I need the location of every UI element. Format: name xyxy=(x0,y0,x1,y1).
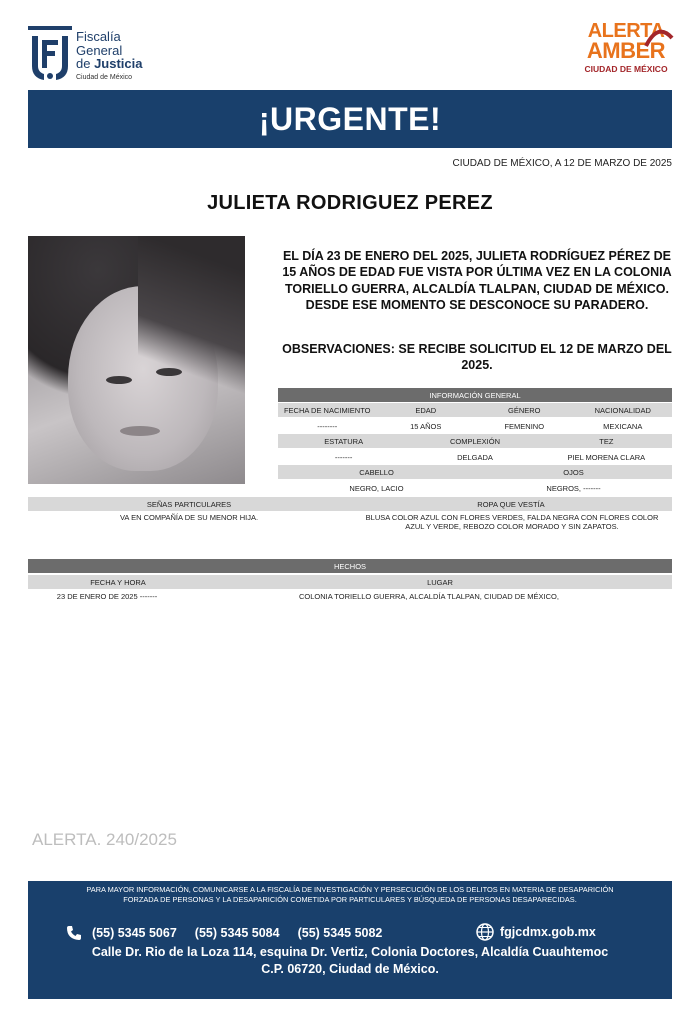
website-group xyxy=(476,923,596,941)
urgent-banner xyxy=(28,90,672,148)
value-edad: 15 AÑOS xyxy=(410,421,442,431)
info-row3-headers xyxy=(278,465,672,479)
header-tez: TEZ xyxy=(599,436,614,446)
hechos-header xyxy=(28,559,672,573)
phone-icon xyxy=(66,925,82,941)
header-estatura: ESTATURA xyxy=(324,436,364,446)
hechos-subheaders xyxy=(28,575,672,589)
phone-3[interactable]: (55) 5345 5082 xyxy=(297,926,383,940)
org-line-3-prefix: de xyxy=(76,56,95,72)
address-line-2: C.P. 06720, Ciudad de México. xyxy=(261,961,439,976)
value-complexion: DELGADA xyxy=(457,452,493,462)
photo-lips xyxy=(120,426,160,436)
info-row2-headers xyxy=(278,434,672,448)
info-row1-headers xyxy=(278,403,672,417)
amber-line-3: CIUDAD DE MÉXICO xyxy=(584,63,668,74)
urgent-banner-text: ¡URGENTE! xyxy=(258,100,442,137)
footer xyxy=(28,881,672,999)
fgj-wordmark xyxy=(76,30,143,81)
website-link[interactable]: fgjcdmx.gob.mx xyxy=(500,925,596,939)
org-line-3 xyxy=(76,57,143,71)
hechos-title: HECHOS xyxy=(333,561,367,571)
amber-line-1: ALERTA xyxy=(587,20,665,42)
info-general-header xyxy=(278,388,672,402)
value-lugar: COLONIA TORIELLO GUERRA, ALCALDÍA TLALPAN, CIUDAD DE MÉXICO, xyxy=(299,591,559,601)
features-headers xyxy=(28,497,672,511)
org-line-3-bold: Justicia xyxy=(94,56,143,72)
globe-icon xyxy=(476,923,494,941)
senas-particulares-value: VA EN COMPAÑÍA DE SU MENOR HIJA. xyxy=(119,513,259,522)
header xyxy=(0,0,700,90)
info-row2-values xyxy=(278,450,672,464)
footer-info-line-1: PARA MAYOR INFORMACIÓN, COMUNICARSE A LA FISCALÍA DE INVESTIGACIÓN Y PERSECUCIÓN DE LOS DELITOS EN MATERIA DE DESAPARICIÓN xyxy=(86,885,614,894)
header-genero: GÉNERO xyxy=(507,405,541,415)
value-estatura: ------- xyxy=(334,452,353,462)
phone-1[interactable]: (55) 5345 5067 xyxy=(92,926,177,940)
address-line-1: Calle Dr. Rio de la Loza 114, esquina Dr. Vertiz, Colonia Doctores, Alcaldía Cuauhtemoc xyxy=(91,945,609,959)
date-line: CIUDAD DE MÉXICO, A 12 DE MARZO DE 2025 xyxy=(452,158,672,169)
value-ojos: NEGROS, ------- xyxy=(546,483,601,493)
value-genero: FEMENINO xyxy=(504,421,545,431)
info-general-title: INFORMACIÓN GENERAL xyxy=(429,390,521,400)
address xyxy=(28,944,672,978)
phone-list xyxy=(66,925,382,941)
person-photo xyxy=(28,236,245,484)
photo-bangs xyxy=(138,236,245,396)
hechos-values xyxy=(28,590,672,602)
info-row1-values xyxy=(278,419,672,433)
amber-alert-logo-icon xyxy=(578,22,674,86)
header-ropa: ROPA QUE VESTÍA xyxy=(477,499,545,509)
header-cabello: CABELLO xyxy=(359,467,394,477)
header-fecha-hora: FECHA Y HORA xyxy=(90,577,146,587)
value-cabello: NEGRO, LACIO xyxy=(349,483,404,493)
fgj-logo-icon xyxy=(28,26,72,84)
value-fecha-nacimiento: -------- xyxy=(317,421,338,431)
footer-info-line-2: FORZADA DE PERSONAS Y LA DESAPARICIÓN COMETIDA POR PARTICULARES Y BÚSQUEDA DE PERSONAS DESAPARECIDAS. xyxy=(123,894,577,904)
photo-eye-left xyxy=(106,376,132,384)
value-fecha-hora: 23 DE ENERO DE 2025 ------- xyxy=(56,591,158,601)
header-edad: EDAD xyxy=(415,405,437,415)
org-line-4: Ciudad de México xyxy=(76,73,133,81)
header-senas-particulares: SEÑAS PARTICULARES xyxy=(146,499,232,509)
person-name: JULIETA RODRIGUEZ PEREZ xyxy=(207,192,493,214)
amber-ribbon-icon xyxy=(644,28,674,48)
ropa-value: BLUSA COLOR AZUL CON FLORES VERDES, FALDA NEGRA CON FLORES COLOR AZUL Y VERDE, REBOZO COLOR MORADO Y SIN ZAPATOS. xyxy=(365,513,659,532)
header-complexion: COMPLEXIÓN xyxy=(449,436,500,446)
value-nacionalidad: MEXICANA xyxy=(603,421,643,431)
alert-code: ALERTA. 240/2025 xyxy=(32,830,177,849)
header-ojos: OJOS xyxy=(563,467,584,477)
photo-eye-right xyxy=(156,368,182,376)
info-row3-values xyxy=(278,481,672,495)
value-tez: PIEL MORENA CLARA xyxy=(567,452,646,462)
observations-text: OBSERVACIONES: SE RECIBE SOLICITUD EL 12 DE MARZO DEL 2025. xyxy=(282,342,672,373)
phone-2[interactable]: (55) 5345 5084 xyxy=(194,926,280,940)
amber-line-2: AMBER xyxy=(586,38,666,63)
footer-info xyxy=(28,885,672,904)
header-nacionalidad: NACIONALIDAD xyxy=(594,405,651,415)
header-fecha-nacimiento: FECHA DE NACIMIENTO xyxy=(283,405,371,415)
org-line-1: Fiscalía xyxy=(76,29,121,44)
narrative-text: EL DÍA 23 DE ENERO DEL 2025, JULIETA RODRÍGUEZ PÉREZ DE 15 AÑOS DE EDAD FUE VISTA POR ÚLTIMA VEZ EN LA COLONIA TORIELLO GUERRA, ALCALDÍA TLALPAN, CIUDAD DE MÉXICO. DESDE ESE MOMENTO SE DESCONOCE SU PARADERO. xyxy=(282,249,672,312)
header-lugar: LUGAR xyxy=(427,577,453,587)
org-line-2: General xyxy=(76,42,123,58)
